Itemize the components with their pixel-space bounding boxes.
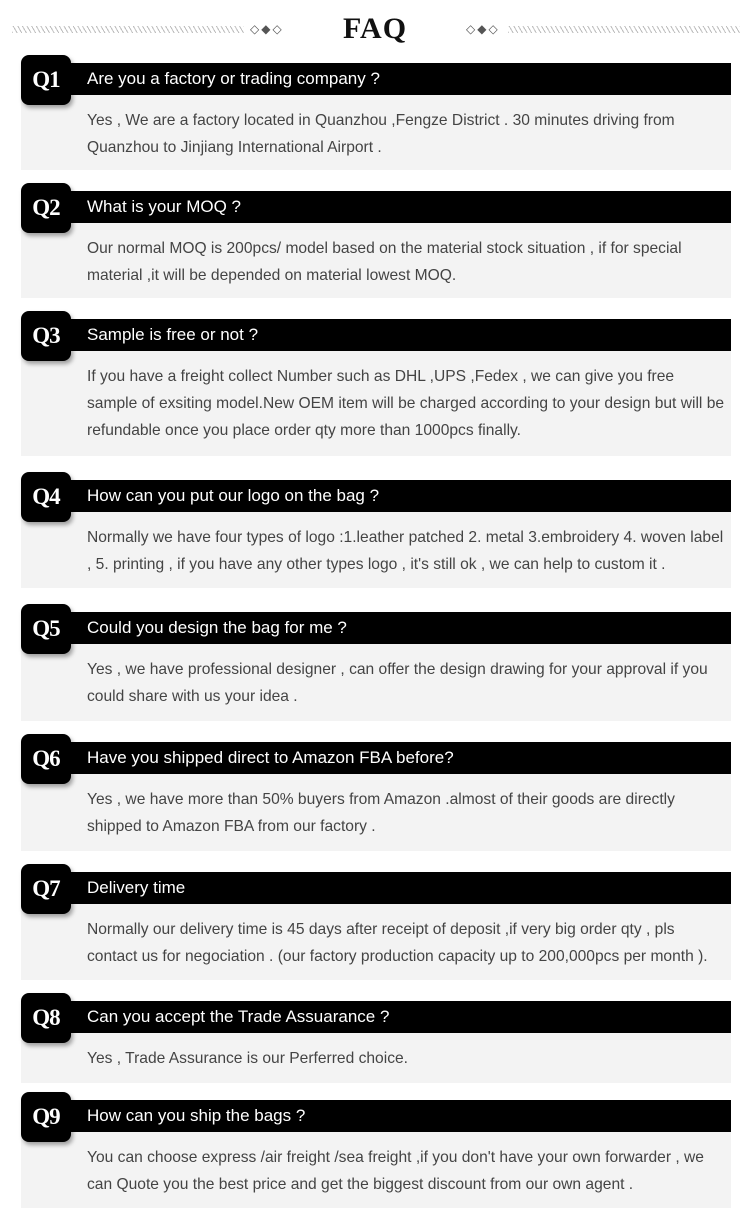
question-number-badge: Q6 bbox=[21, 734, 71, 784]
question-number-badge: Q1 bbox=[21, 55, 71, 105]
answer-text: Yes , we have professional designer , can offer the design drawing for your approval if you could share with us your idea . bbox=[87, 661, 708, 705]
faq-header bbox=[0, 0, 750, 56]
answer-text: Our normal MOQ is 200pcs/ model based on the material stock situation , if for special material ,it will be depended on material lowest MOQ. bbox=[87, 240, 682, 284]
answer-box bbox=[21, 644, 731, 721]
question-number-badge: Q2 bbox=[21, 183, 71, 233]
answer-text: Normally our delivery time is 45 days after receipt of deposit ,if very big order qty , pls contact us for negociation . (our factory production capacity up to 200,000pcs per month ). bbox=[87, 921, 708, 965]
question-number-badge: Q8 bbox=[21, 993, 71, 1043]
diamond-ornament-right-icon: ◇◆◇ bbox=[466, 22, 500, 36]
answer-box bbox=[21, 351, 731, 456]
answer-box bbox=[21, 1132, 731, 1208]
answer-text: Normally we have four types of logo :1.leather patched 2. metal 3.embroidery 4. woven label , 5. printing , if you have any other types logo , it's still ok , we can help to custom it . bbox=[87, 529, 724, 573]
question-text: How can you put our logo on the bag ? bbox=[87, 486, 380, 505]
answer-text: Yes , we have more than 50% buyers from Amazon .almost of their goods are directly shipped to Amazon FBA from our factory . bbox=[87, 791, 675, 835]
answer-box bbox=[21, 904, 731, 980]
answer-box bbox=[21, 1033, 731, 1083]
question-number-badge: Q7 bbox=[21, 864, 71, 914]
answer-text: Yes , Trade Assurance is our Perferred choice. bbox=[87, 1050, 408, 1067]
question-text: What is your MOQ ? bbox=[87, 197, 241, 216]
question-number-badge: Q4 bbox=[21, 472, 71, 522]
header-hatch-right bbox=[508, 26, 740, 33]
question-text: Delivery time bbox=[87, 878, 186, 897]
answer-box bbox=[21, 512, 731, 588]
answer-text: Yes , We are a factory located in Quanzhou ,Fengze District . 30 minutes driving from Quanzhou to Jinjiang International Airport . bbox=[87, 112, 675, 156]
answer-box bbox=[21, 774, 731, 851]
question-number-badge: Q9 bbox=[21, 1092, 71, 1142]
diamond-ornament-left-icon: ◇◆◇ bbox=[250, 22, 284, 36]
question-number-badge: Q5 bbox=[21, 604, 71, 654]
question-number-badge: Q3 bbox=[21, 311, 71, 361]
answer-text: You can choose express /air freight /sea freight ,if you don't have your own forwarder , we can Quote you the best price and get the biggest discount from our own agent . bbox=[87, 1149, 704, 1193]
page-title: FAQ bbox=[342, 12, 408, 45]
question-text: Sample is free or not ? bbox=[87, 325, 259, 344]
answer-box bbox=[21, 95, 731, 170]
answer-box bbox=[21, 223, 731, 298]
answer-text: If you have a freight collect Number such as DHL ,UPS ,Fedex , we can give you free sample of exsiting model.New OEM item will be charged according to your design but will be refundable once you place order qty more than 1000pcs finally. bbox=[87, 368, 725, 439]
question-text: Have you shipped direct to Amazon FBA before? bbox=[87, 748, 454, 767]
question-text: Can you accept the Trade Assuarance ? bbox=[87, 1007, 390, 1026]
question-text: Are you a factory or trading company ? bbox=[87, 69, 380, 88]
question-text: How can you ship the bags ? bbox=[87, 1106, 306, 1125]
question-text: Could you design the bag for me ? bbox=[87, 618, 347, 637]
